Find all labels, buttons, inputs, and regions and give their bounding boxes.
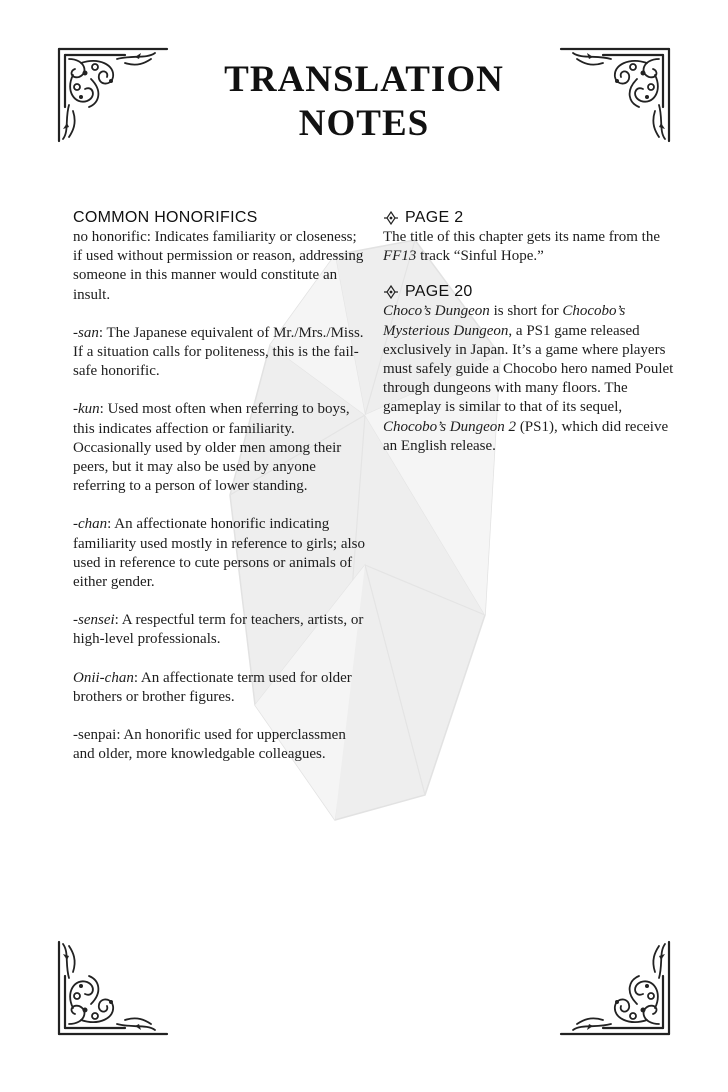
- note-text: , a PS1 game released exclusively in Japan. It’s a game where players must safely guide a Chocobo hero named Poulet through dungeons with many floors. The gameplay is similar to that of its sequel,: [383, 322, 674, 416]
- honorifics-list: [73, 228, 368, 764]
- honorific-entry: [73, 324, 368, 382]
- italic-title-text: Choco’s Dungeon: [383, 303, 490, 320]
- note-text: (PS1), which did receive an English release.: [383, 418, 669, 454]
- honorific-entry: [73, 228, 368, 305]
- honorific-term: -chan: [73, 516, 108, 533]
- honorific-description: -senpai: An honorific used for upperclassmen and older, more knowledgable colleagues.: [73, 727, 346, 763]
- honorific-description: : An affectionate honorific indicating familiarity used mostly in reference to girls; also used in reference to cute persons or animals of either gender.: [73, 516, 366, 591]
- page-note-heading: PAGE 2: [405, 209, 464, 226]
- note-text: track “Sinful Hope.”: [416, 248, 544, 265]
- honorifics-section: [73, 207, 368, 764]
- honorific-description: : An affectionate term used for older brothers or brother figures.: [73, 669, 352, 705]
- honorific-term: -san: [73, 324, 99, 341]
- ornate-corner-top-left-icon: [55, 45, 171, 145]
- italic-title-text: FF13: [383, 248, 417, 265]
- ornate-corner-top-right-icon: [557, 45, 673, 145]
- honorific-term: Onii-chan: [73, 669, 134, 686]
- diamond-arrow-icon: [383, 211, 399, 225]
- note-text: The title of this chapter gets its name from the: [383, 229, 661, 245]
- honorific-term: -kun: [73, 401, 100, 418]
- diamond-arrow-icon: [383, 285, 399, 299]
- honorific-entry: [73, 669, 368, 707]
- page-title-line-1: TRANSLATION: [224, 59, 504, 100]
- honorific-entry: [73, 515, 368, 592]
- honorific-entry: [73, 400, 368, 496]
- page-note: [383, 281, 678, 456]
- honorific-description: : The Japanese equivalent of Mr./Mrs./Miss. If a situation calls for politeness, this is the fail-safe honorific.: [73, 324, 364, 380]
- page-note-body: [383, 302, 678, 456]
- page-notes-list: [383, 207, 678, 456]
- honorific-description: : Used most often when referring to boys, this indicates affection or familiarity. Occasionally used by older men among their peers, but it may also be used by anyone referring to a person of lower standing.: [73, 401, 350, 495]
- page-notes-section: [383, 207, 678, 471]
- page-note-header: [383, 281, 678, 302]
- honorific-entry: [73, 726, 368, 764]
- page-title-line-2: NOTES: [298, 103, 430, 144]
- honorific-entry: [73, 611, 368, 649]
- note-text: is short for: [489, 303, 563, 320]
- page-note: [383, 207, 678, 266]
- italic-title-text: Chocobo’s Dungeon 2: [383, 418, 517, 435]
- page-title: [160, 58, 568, 146]
- ornate-corner-bottom-left-icon: [55, 938, 171, 1038]
- honorific-description: no honorific: Indicates familiarity or closeness; if used without permission or reason, addressing someone in this manner would constitute an insult.: [73, 229, 364, 303]
- italic-title-text: Chocobo’s Mysterious Dungeon: [383, 303, 626, 339]
- honorific-description: : A respectful term for teachers, artists, or high-level professionals.: [73, 612, 364, 648]
- honorific-term: -sensei: [73, 612, 115, 629]
- honorifics-heading: COMMON HONORIFICS: [73, 209, 258, 226]
- page-note-body: [383, 228, 678, 266]
- ornate-corner-bottom-right-icon: [557, 938, 673, 1038]
- page-note-header: [383, 207, 678, 228]
- page-note-heading: PAGE 20: [405, 283, 473, 301]
